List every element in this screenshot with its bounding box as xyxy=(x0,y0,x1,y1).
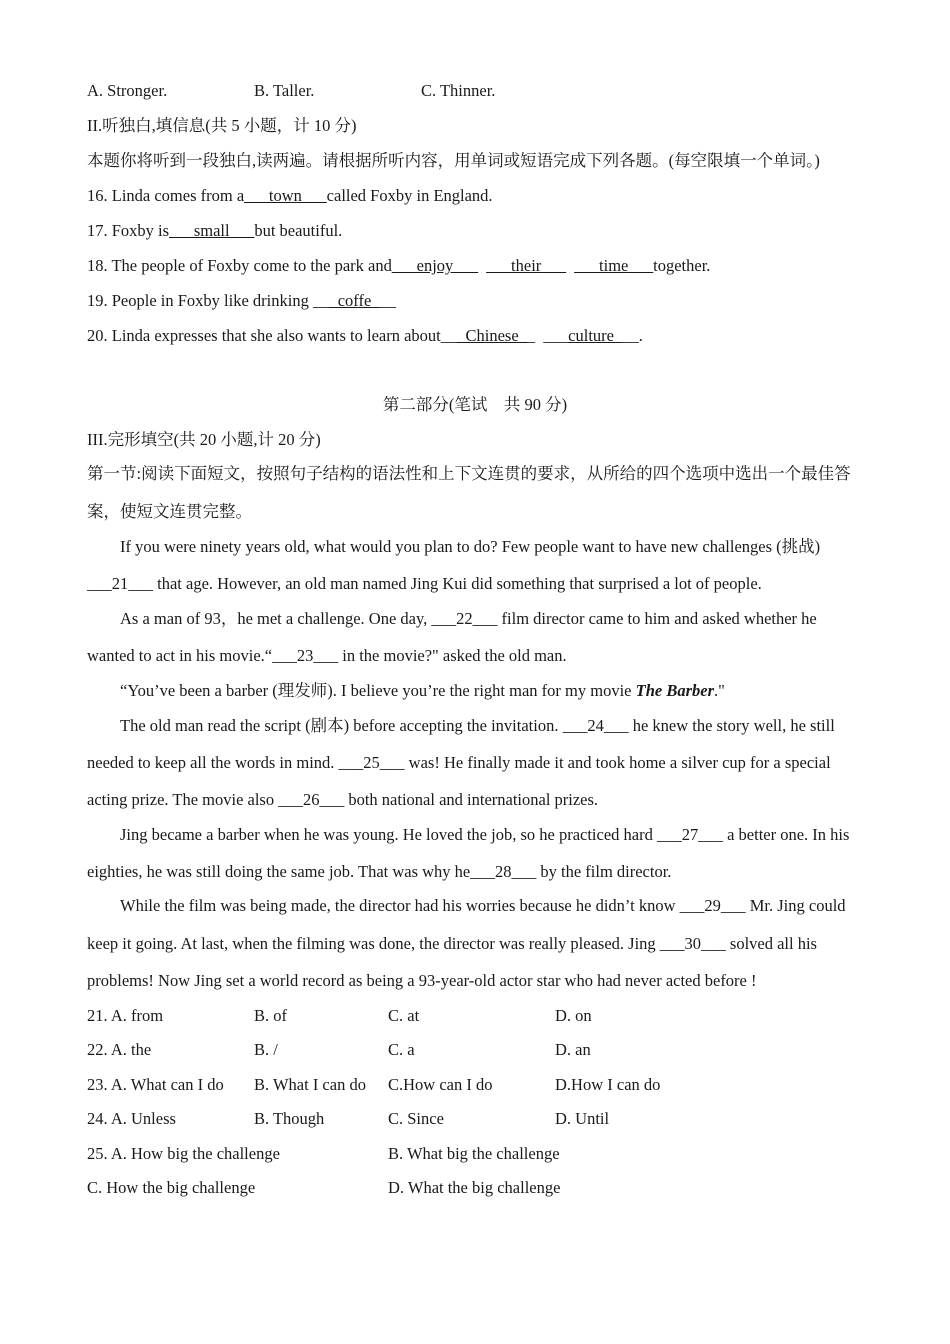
question-20: 20. Linda expresses that she also wants to learn about___Chinese__ ___culture___. xyxy=(87,326,643,345)
answer: _coffe_ xyxy=(329,291,380,310)
section3-instructions: 第一节:阅读下面短文，按照句子结构的语法性和上下文连贯的要求，从所给的四个选项中选出一个最佳答 xyxy=(87,464,851,483)
option-a: A. Stronger. xyxy=(87,81,168,100)
answer: enjoy xyxy=(416,256,454,275)
part2-title: 第二部分(笔试 共 90 分) xyxy=(382,395,568,414)
option-row-25-a: 25. A. How big the challenge xyxy=(87,1144,280,1163)
option-row-25-c: C. How the big challenge xyxy=(87,1178,256,1197)
option-row-24-b: B. Though xyxy=(254,1109,325,1128)
section3-instructions-cont: 案，使短文连贯完整。 xyxy=(87,502,252,521)
passage-line: eighties, he was still doing the same job. That was why he___28___ by the film director. xyxy=(87,862,672,881)
passage-line: acting prize. The movie also ___26___ both national and international prizes. xyxy=(87,790,599,809)
passage-line: problems! Now Jing set a world record as being a 93-year-old actor star who had never acted before ! xyxy=(87,971,757,990)
movie-title: The Barber xyxy=(635,681,714,700)
option-row-22-d: D. an xyxy=(555,1040,591,1059)
question-19: 19. People in Foxby like drinking ___coffe___ xyxy=(87,291,397,310)
option-row-22-a: 22. A. the xyxy=(87,1040,152,1059)
passage-line: The old man read the script (剧本) before accepting the invitation. ___24___ he knew the story well, he still xyxy=(120,716,835,735)
passage-line: needed to keep all the words in mind. ___25___ was! He finally made it and took home a silver cup for a special xyxy=(87,753,831,772)
section2-instructions: 本题你将听到一段独白,读两遍。请根据所听内容，用单词或短语完成下列各题。(每空限填一个单词。) xyxy=(87,151,820,170)
question-17: 17. Foxby is___small___but beautiful. xyxy=(87,221,343,240)
option-b: B. Taller. xyxy=(254,81,315,100)
answer: town xyxy=(268,186,302,205)
option-row-25-b: B. What big the challenge xyxy=(388,1144,560,1163)
option-row-22-c: C. a xyxy=(388,1040,415,1059)
passage-line: While the film was being made, the director had his worries because he didn’t know ___29___ Mr. Jing could xyxy=(120,896,846,915)
option-row-25-d: D. What the big challenge xyxy=(388,1178,561,1197)
option-row-21-c: C. at xyxy=(388,1006,420,1025)
passage-line: keep it going. At last, when the filming was done, the director was really pleased. Jing ___30___ solved all his xyxy=(87,934,817,953)
answer: small xyxy=(193,221,230,240)
option-row-21-d: D. on xyxy=(555,1006,592,1025)
option-row-24-c: C. Since xyxy=(388,1109,444,1128)
option-row-23-d: D.How I can do xyxy=(555,1075,661,1094)
answer: _Chinese_ xyxy=(457,326,527,345)
option-row-24-d: D. Until xyxy=(555,1109,610,1128)
question-16: 16. Linda comes from a___town___called Foxby in England. xyxy=(87,186,493,205)
option-row-23-b: B. What I can do xyxy=(254,1075,366,1094)
question-18: 18. The people of Foxby come to the park and___enjoy___ ___their___ ___time___together. xyxy=(87,256,711,275)
passage-line: As a man of 93，he met a challenge. One day, ___22___ film director came to him and asked whether he xyxy=(120,609,817,628)
answer: culture_ xyxy=(568,326,623,345)
passage-line: wanted to act in his movie.“___23___ in the movie?" asked the old man. xyxy=(87,646,567,665)
section3-title: III.完形填空(共 20 小题,计 20 分) xyxy=(87,430,321,449)
passage-line: ___21___ that age. However, an old man named Jing Kui did something that surprised a lot of people. xyxy=(87,574,762,593)
option-row-22-b: B. / xyxy=(254,1040,278,1059)
option-row-24-a: 24. A. Unless xyxy=(87,1109,176,1128)
answer: their xyxy=(511,256,542,275)
section2-title: II.听独白,填信息(共 5 小题，计 10 分) xyxy=(87,116,357,135)
answer: time xyxy=(599,256,629,275)
option-row-23-a: 23. A. What can I do xyxy=(87,1075,224,1094)
option-row-23-c: C.How can I do xyxy=(388,1075,493,1094)
option-row-21-a: 21. A. from xyxy=(87,1006,164,1025)
passage-line: If you were ninety years old, what would you plan to do? Few people want to have new challenges (挑战) xyxy=(120,537,821,556)
passage-line: Jing became a barber when he was young. He loved the job, so he practiced hard ___27___ a better one. In his xyxy=(120,825,850,844)
passage-line: “You’ve been a barber (理发师). I believe you’re the right man for my movie The Barber." xyxy=(120,681,725,700)
option-row-21-b: B. of xyxy=(254,1006,287,1025)
option-c: C. Thinner. xyxy=(421,81,496,100)
